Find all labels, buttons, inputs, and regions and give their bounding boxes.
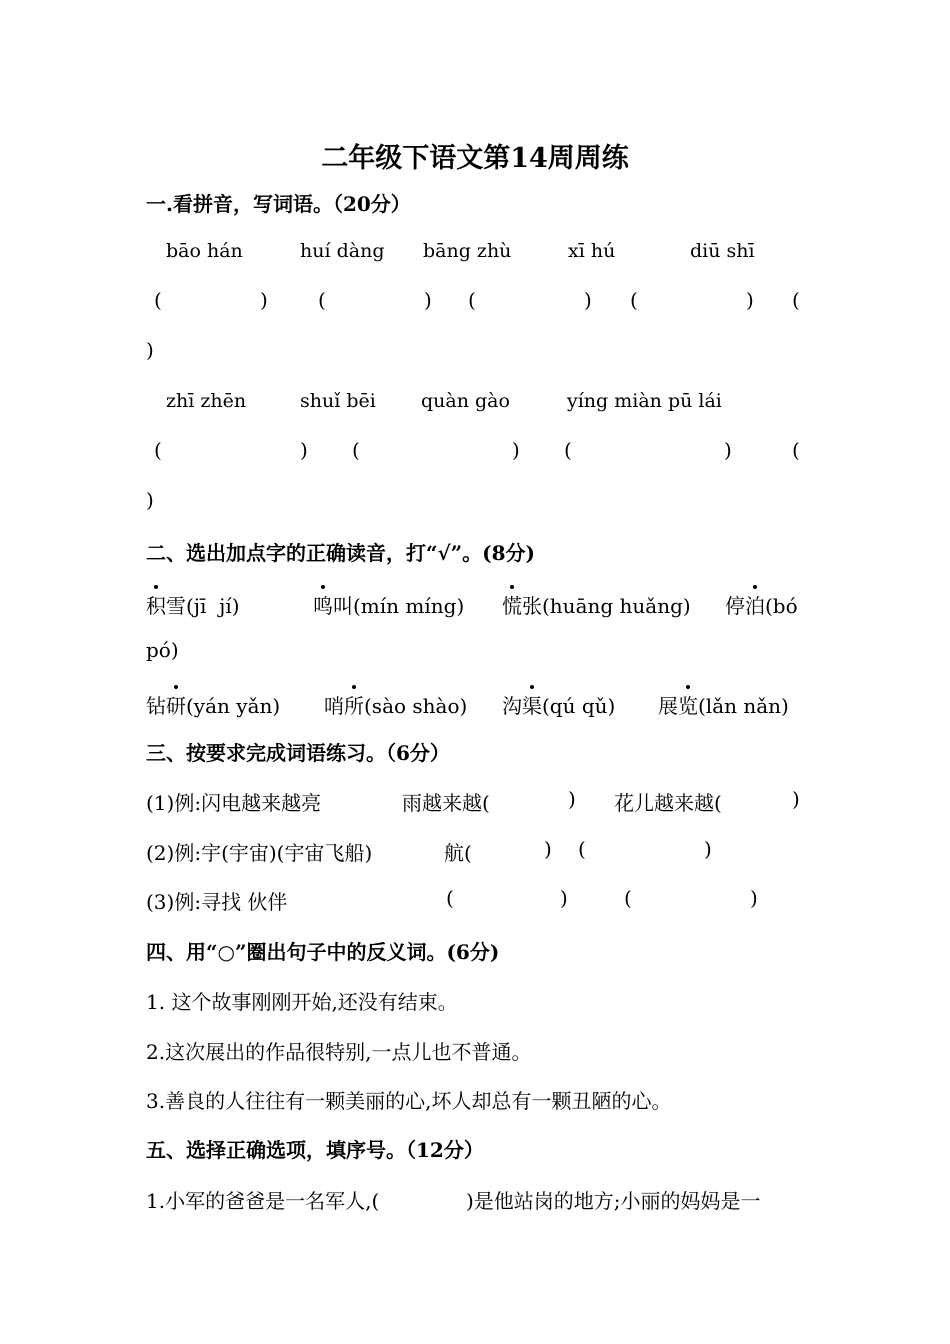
dotted-char: 泊: [745, 590, 765, 619]
answer-paren-close: ): [300, 438, 308, 462]
answer-paren-close: ): [704, 837, 712, 861]
answer-paren-close: ): [146, 488, 154, 512]
dotted-char: 渠: [522, 690, 542, 719]
answer-paren-close: ): [584, 288, 592, 312]
answer-paren-open: (: [792, 438, 800, 462]
item-text: (lǎn nǎn): [698, 694, 789, 718]
item-text: 叫(mín míng): [333, 594, 465, 618]
dotted-char: 慌: [502, 590, 522, 619]
dotted-char: 览: [678, 690, 698, 719]
item-text: 钻: [146, 694, 166, 718]
item-text: 哨: [324, 694, 344, 718]
answer-paren-close: ): [544, 837, 552, 861]
reading-item: [725, 590, 798, 619]
answer-paren-open: (: [318, 288, 326, 312]
reading-item: [146, 690, 280, 719]
answer-paren-open: (: [624, 886, 632, 910]
answer-paren-close: ): [560, 886, 568, 910]
answer-paren-open: (: [446, 886, 454, 910]
pinyin: xī hú: [568, 240, 616, 262]
item-text: 张(huāng huǎng): [522, 594, 691, 618]
reading-item: [313, 590, 464, 619]
answer-paren-open: (: [352, 438, 360, 462]
pinyin: bāng zhù: [423, 240, 512, 262]
pinyin: quàn gào: [421, 390, 510, 412]
answer-paren-close: ): [146, 338, 154, 362]
answer-paren-open: (: [630, 288, 638, 312]
reading-item: [324, 690, 467, 719]
example-text: (1)例:闪电越来越亮: [146, 791, 322, 815]
item-text: (yán yǎn): [186, 694, 281, 718]
question-text: )是他站岗的地方;小丽的妈妈是一: [466, 1189, 761, 1213]
page-title: 二年级下语文第14周周练: [321, 143, 629, 174]
pinyin: bāo hán: [166, 240, 243, 262]
item-text: (bó: [765, 594, 798, 618]
item-text: 沟: [502, 694, 522, 718]
dotted-char: 研: [166, 690, 186, 719]
answer-paren-close: ): [750, 886, 758, 910]
dotted-char: 所: [344, 690, 364, 719]
reading-item: [658, 690, 789, 719]
item-text: 展: [658, 694, 678, 718]
answer-paren-open: (: [564, 438, 572, 462]
answer-paren-close: ): [260, 288, 268, 312]
answer-paren-open: (: [578, 837, 586, 861]
pinyin: diū shī: [690, 240, 755, 262]
section-4-heading: 四、用“○”圈出句子中的反义词。(6分): [146, 940, 500, 964]
reading-item: [502, 690, 615, 719]
reading-item: [502, 590, 691, 619]
section-5-heading: 五、选择正确选项，填序号。（12分）: [146, 1138, 484, 1162]
pinyin: huí dàng: [300, 240, 385, 262]
sentence-2: 2.这次展出的作品很特别,一点儿也不普通。: [146, 1040, 532, 1064]
exercise-text: 航(: [444, 841, 472, 865]
item-text: 停: [725, 594, 745, 618]
exercise-text: 雨越来越(: [402, 791, 490, 815]
answer-paren-close: ): [424, 288, 432, 312]
answer-paren-close: ): [792, 787, 800, 811]
answer-paren-close: ): [512, 438, 520, 462]
answer-paren-open: (: [154, 288, 162, 312]
item-text: 雪(jī jí): [166, 594, 240, 618]
example-text: (2)例:宇(宇宙)(宇宙飞船): [146, 841, 373, 865]
section-3-heading: 三、按要求完成词语练习。（6分）: [146, 741, 450, 765]
section-1-heading: 一.看拼音，写词语。（20分）: [146, 192, 411, 216]
question-text: 1.小军的爸爸是一名军人,(: [146, 1189, 380, 1213]
answer-paren-open: (: [468, 288, 476, 312]
reading-item: [146, 590, 240, 619]
reading-item-wrap: pó): [146, 638, 179, 662]
item-text: (sào shào): [364, 694, 468, 718]
sentence-1: 1. 这个故事刚刚开始,还没有结束。: [146, 990, 458, 1014]
dotted-char: 积: [146, 590, 166, 619]
item-text: (qú qǔ): [542, 694, 616, 718]
answer-paren-close: ): [746, 288, 754, 312]
dotted-char: 鸣: [313, 590, 333, 619]
answer-paren-open: (: [792, 288, 800, 312]
answer-paren-close: ): [724, 438, 732, 462]
section-2-heading: 二、选出加点字的正确读音，打“√”。(8分): [146, 541, 535, 565]
pinyin: yíng miàn pū lái: [567, 390, 722, 412]
answer-paren-close: ): [568, 787, 576, 811]
pinyin: zhī zhēn: [166, 390, 247, 412]
pinyin: shuǐ bēi: [300, 390, 376, 412]
exercise-text: 花儿越来越(: [614, 791, 722, 815]
answer-paren-open: (: [154, 438, 162, 462]
sentence-3: 3.善良的人往往有一颗美丽的心,坏人却总有一颗丑陋的心。: [146, 1089, 672, 1113]
example-text: (3)例:寻找 伙伴: [146, 890, 288, 914]
